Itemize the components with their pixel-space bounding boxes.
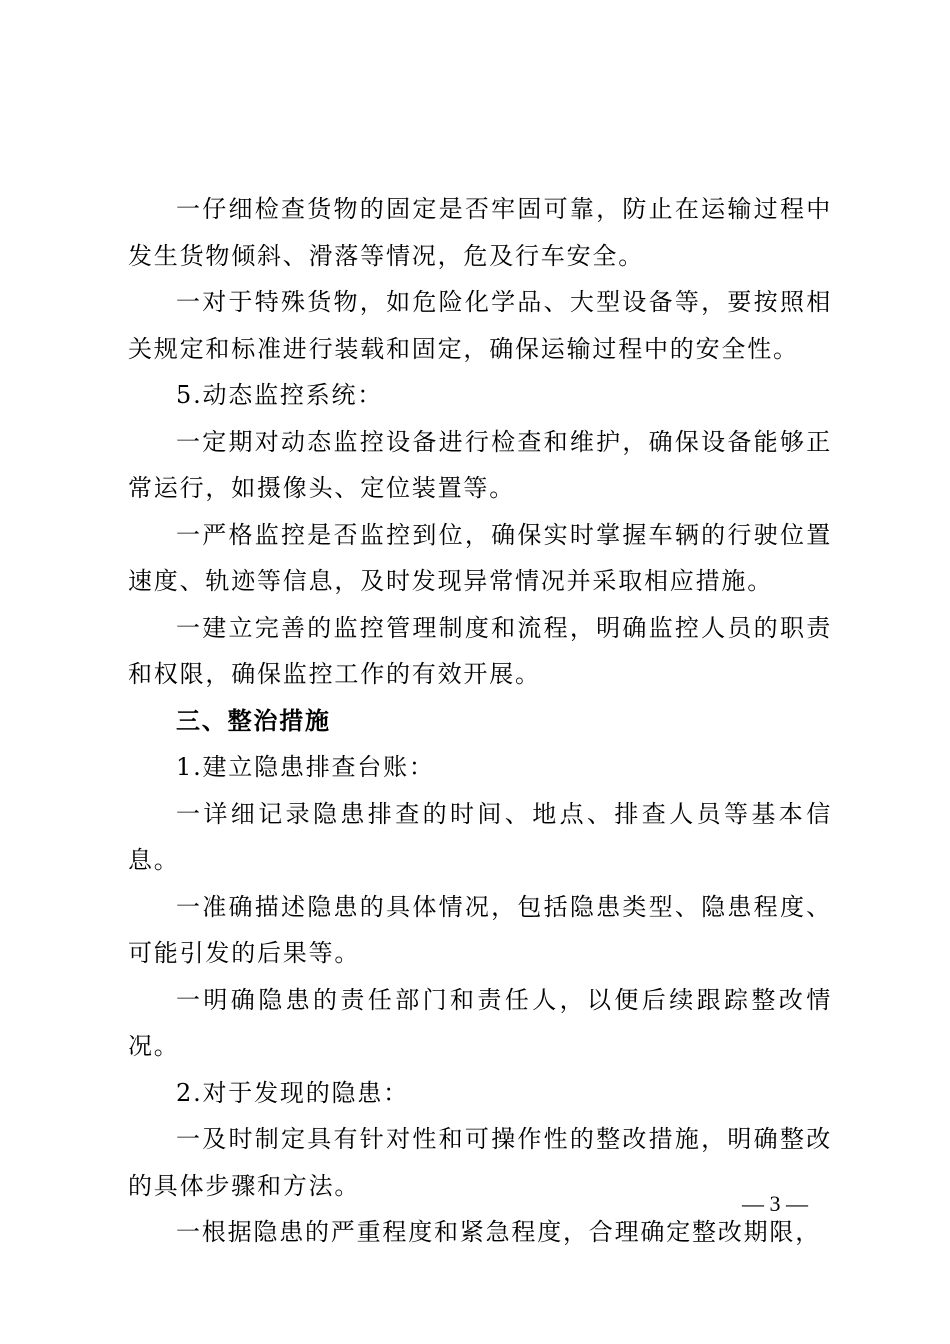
paragraph-monitoring-system: 一建立完善的监控管理制度和流程，明确监控人员的职责和权限，确保监控工作的有效开展。 bbox=[128, 613, 832, 688]
paragraph-responsibility: 一明确隐患的责任部门和责任人，以便后续跟踪整改情况。 bbox=[128, 985, 832, 1060]
paragraph-special-cargo: 一对于特殊货物，如危险化学品、大型设备等，要按照相关规定和标准进行装载和固定，确保运输过程中的安全性。 bbox=[128, 288, 832, 363]
page-number: — 3 — bbox=[742, 1191, 808, 1216]
paragraph-cargo-securing: 一仔细检查货物的固定是否牢固可靠，防止在运输过程中发生货物倾斜、滑落等情况，危及行车安全。 bbox=[128, 195, 832, 270]
subheading-hazard-ledger: 1.建立隐患排查台账： bbox=[176, 753, 435, 781]
subheading-dynamic-monitoring: 5.动态监控系统： bbox=[176, 381, 384, 409]
paragraph-monitoring-maintenance: 一定期对动态监控设备进行检查和维护，确保设备能够正常运行，如摄像头、定位装置等。 bbox=[128, 427, 832, 502]
paragraph-rectification-measures: 一及时制定具有针对性和可操作性的整改措施，明确整改的具体步骤和方法。 bbox=[128, 1125, 832, 1200]
paragraph-record-details: 一详细记录隐患排查的时间、地点、排查人员等基本信息。 bbox=[128, 799, 832, 874]
paragraph-strict-monitoring: 一严格监控是否监控到位，确保实时掌握车辆的行驶位置速度、轨迹等信息，及时发现异常情况并采取相应措施。 bbox=[128, 520, 832, 595]
subheading-found-hazards: 2.对于发现的隐患： bbox=[176, 1078, 409, 1107]
section-heading-rectification: 三、整治措施 bbox=[176, 705, 331, 735]
document-body bbox=[128, 186, 832, 1256]
paragraph-describe-hazard: 一准确描述隐患的具体情况，包括隐患类型、隐患程度、可能引发的后果等。 bbox=[128, 892, 832, 967]
paragraph-rectification-deadline: 一根据隐患的严重程度和紧急程度，合理确定整改期限， bbox=[176, 1218, 821, 1246]
